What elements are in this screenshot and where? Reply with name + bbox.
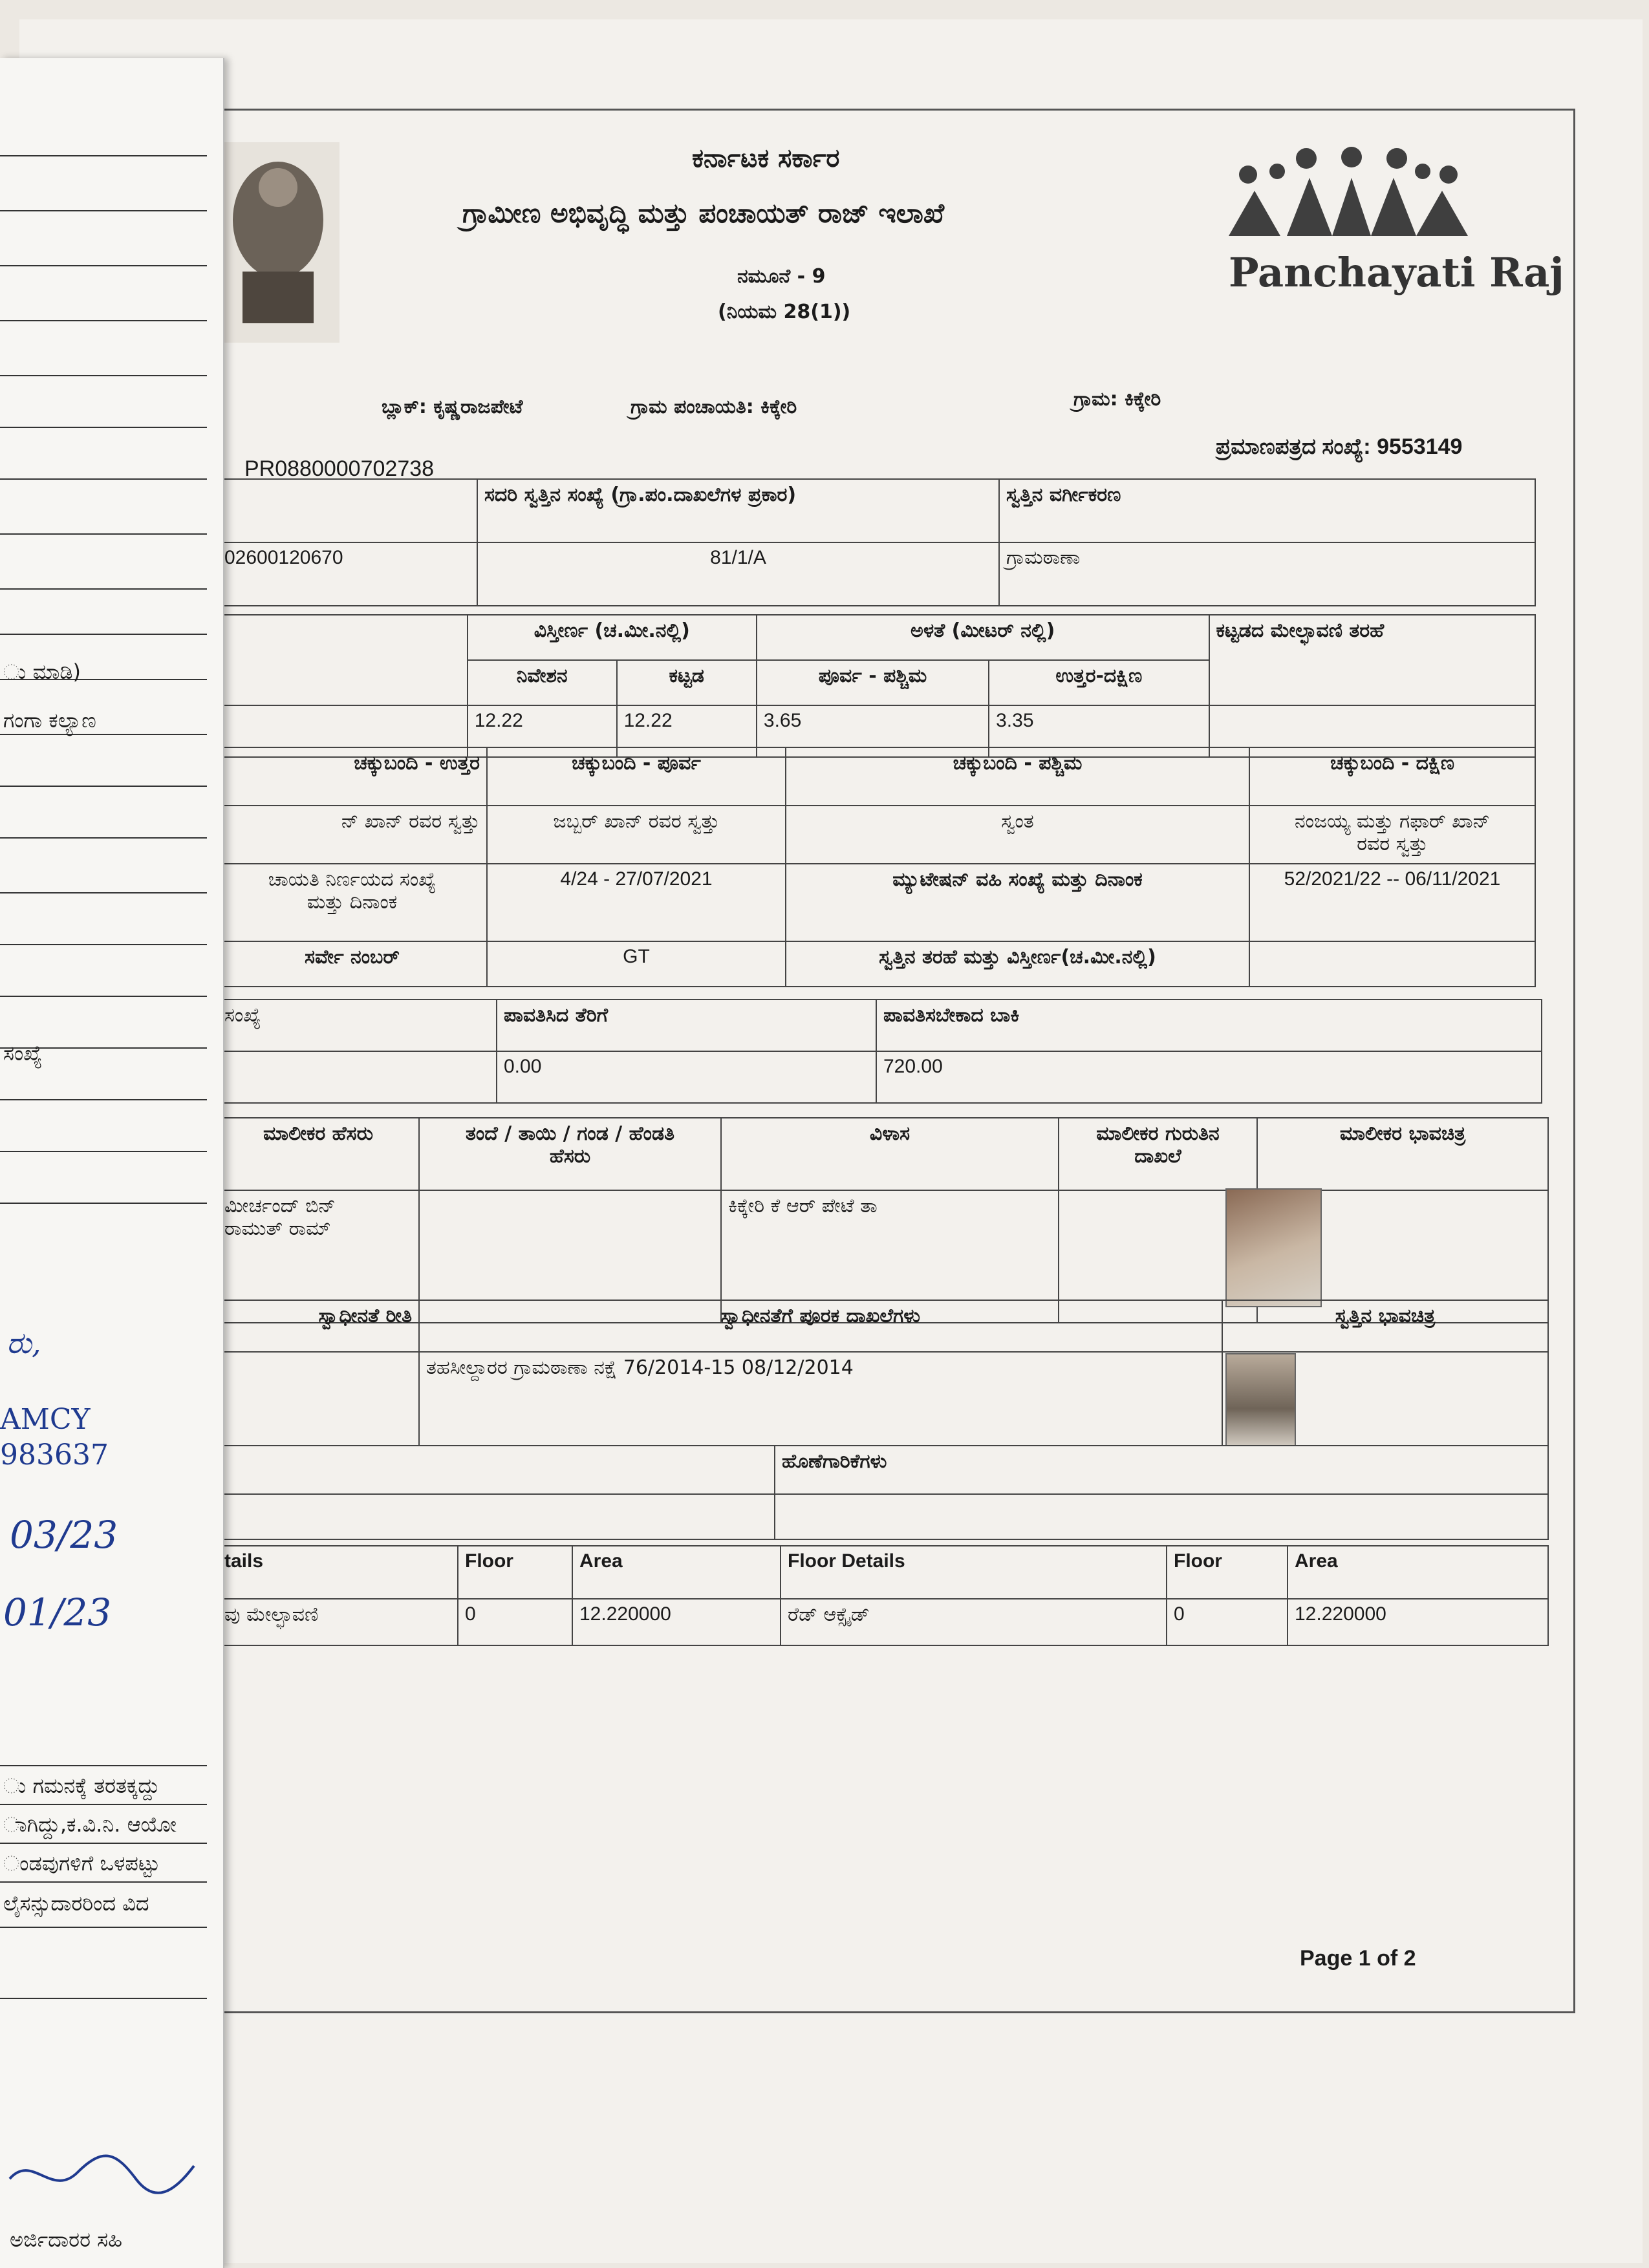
mutation-value: 52/2021/22 -- 06/11/2021: [1249, 864, 1535, 941]
survey-number-value: GT: [487, 941, 786, 987]
property-number-table: [217, 478, 1536, 606]
stub-rule: [0, 1881, 207, 1883]
roof-type-label: ಕಟ್ಟಡದ ಮೇಲ್ಛಾವಣಿ ತರಹೆ: [1209, 615, 1535, 705]
stub-rule: [0, 320, 207, 321]
ownership-mode-label: ಸ್ವಾಧೀನತೆ ರೀತಿ: [217, 1300, 419, 1352]
floor-value-2: 0: [1167, 1599, 1288, 1645]
tax-due-value: 720.00: [876, 1051, 1542, 1103]
floor-details-value-2: ರೆಡ್ ಆಕ್ಸೈಡ್: [781, 1599, 1167, 1645]
property-number-label: ಸದರಿ ಸ್ವತ್ತಿನ ಸಂಖ್ಯೆ (ಗ್ರಾ.ಪಂ.ದಾಖಲೆಗಳ ಪ್ರಕಾರ): [477, 479, 999, 542]
property-photo: [1225, 1353, 1296, 1446]
floor-value-1: 0: [458, 1599, 572, 1645]
site-label: ನಿವೇಶನ: [468, 660, 617, 705]
overlapping-stub-page: [0, 58, 224, 2268]
stub-rule: [0, 1843, 207, 1844]
form-number: ನಮೂನೆ - 9: [737, 265, 826, 288]
property-type-label: ಸ್ವತ್ತಿನ ತರಹೆ ಮತ್ತು ವಿಸ್ತೀರ್ಣ(ಚ.ಮೀ.ನಲ್ಲಿ): [786, 941, 1249, 987]
owner-address-value: ಕಿಕ್ಕೇರಿ ಕೆ ಆರ್ ಪೇಟೆ ತಾ: [721, 1190, 1059, 1323]
stub-rule: [0, 1151, 207, 1152]
ownership-mode-value: [217, 1352, 419, 1446]
west-boundary-value: ಸ್ವಂತ: [786, 806, 1249, 864]
applicant-signature-icon: [6, 2140, 200, 2205]
left-reference-value: 02600120670: [217, 542, 477, 606]
stub-handwriting: ರು,: [6, 1325, 41, 1360]
stub-stamp-number: 983637: [0, 1439, 109, 1471]
tax-table: [217, 999, 1542, 1104]
north-boundary-value: ನ್ ಖಾನ್ ರವರ ಸ್ವತ್ತು: [217, 806, 487, 864]
survey-number-label: ಸರ್ವೇ ನಂಬರ್: [217, 941, 487, 987]
floor-details-header-2: Floor Details: [781, 1546, 1167, 1599]
blank-cell: [217, 615, 468, 705]
govt-title: ಕರ್ನಾಟಕ ಸರ್ಕಾರ: [692, 144, 840, 173]
area-label: ವಿಸ್ತೀರ್ಣ (ಚ.ಮೀ.ನಲ್ಲಿ): [468, 615, 757, 660]
property-photo-label: ಸ್ವತ್ತಿನ ಭಾವಚಿತ್ರ: [1222, 1300, 1548, 1352]
property-class-value: ಗ್ರಾಮಠಾಣಾ: [999, 542, 1535, 606]
floor-details-table: [217, 1545, 1549, 1646]
floor-header: Floor: [458, 1546, 572, 1599]
blank-cell: [217, 479, 477, 542]
owner-name-line2: ರಾಮುತ್ ರಾಮ್: [224, 1217, 331, 1240]
stub-handwritten-date: 01/23: [3, 1590, 112, 1634]
dimension-label: ಅಳತೆ (ಮೀಟರ್ ನಲ್ಲಿ): [757, 615, 1209, 660]
resolution-value: 4/24 - 27/07/2021: [487, 864, 786, 941]
north-south-label: ಉತ್ತರ-ದಕ್ಷಿಣ: [989, 660, 1209, 705]
stub-rule: [0, 210, 207, 211]
owner-photo-label: ಮಾಲೀಕರ ಭಾವಚಿತ್ರ: [1257, 1118, 1548, 1190]
stub-rule: [0, 944, 207, 945]
panchayati-raj-logo-icon: [1222, 139, 1474, 249]
applicant-signature-label: ಅರ್ಜಿದಾರರ ಸಹಿ: [10, 2227, 123, 2252]
area-value-1: 12.220000: [572, 1599, 781, 1645]
tax-left-label: ಸಂಖ್ಯೆ: [217, 1000, 497, 1051]
stub-rule: [0, 1099, 207, 1100]
owner-id-label-line1: ಮಾಲೀಕರ ಗುರುತಿನ: [1096, 1122, 1220, 1145]
blank-cell: [217, 1494, 775, 1539]
liabilities-label: ಹೊಣೆಗಾರಿಕೆಗಳು: [775, 1446, 1548, 1494]
area-header-2: Area: [1288, 1546, 1548, 1599]
stub-text: ಗಂಗಾ ಕಲ್ಯಾಣ: [3, 708, 96, 733]
property-type-value: [1249, 941, 1535, 987]
gram-panchayat-name: ಗ್ರಾಮ ಪಂಚಾಯತಿ: ಕಿಕ್ಕೇರಿ: [630, 396, 797, 418]
mutation-label: ಮ್ಯುಟೇಷನ್ ವಹಿ ಸಂಖ್ಯೆ ಮತ್ತು ದಿನಾಂಕ: [786, 864, 1249, 941]
stub-rule: [0, 1998, 207, 1999]
stub-rule: [0, 533, 207, 535]
parent-label-line1: ತಂದೆ / ತಾಯಿ / ಗಂಡ / ಹೆಂಡತಿ: [466, 1122, 674, 1145]
block-name: ಬ್ಲಾಕ್: ಕೃಷ್ಣರಾಜಪೇಟೆ: [382, 396, 523, 418]
tax-paid-label: ಪಾವತಿಸಿದ ತೆರಿಗೆ: [497, 1000, 876, 1051]
stub-rule: [0, 1804, 207, 1805]
owner-name-line1: ಮೀರ್ಚಂದ್ ಬಿನ್: [224, 1195, 336, 1217]
page-number: Page 1 of 2: [1300, 1946, 1416, 1971]
stub-note: ು ಗಮನಕ್ಕೆ ತರತಕ್ಕದ್ದು: [3, 1773, 160, 1798]
rule-reference: (ನಿಯಮ 28(1)): [718, 301, 851, 323]
stub-rule: [0, 1203, 207, 1204]
floor-details-header: tails: [217, 1546, 458, 1599]
liabilities-value: [775, 1494, 1548, 1539]
stub-rule: [0, 996, 207, 997]
stub-rule: [0, 265, 207, 266]
karnataka-emblem-icon: [217, 142, 339, 343]
floor-header-2: Floor: [1167, 1546, 1288, 1599]
west-boundary-label: ಚಕ್ಕುಬಂದಿ - ಪಶ್ಚಿಮ: [786, 747, 1249, 806]
panchayati-raj-logo-text: Panchayati Raj: [1229, 249, 1564, 296]
stub-note: ಾಗಿದ್ದು,ಕ.ವಿ.ನಿ. ಆಯೋ: [3, 1812, 177, 1837]
area-dimension-table: [217, 614, 1536, 758]
stub-note: ಂಡವುಗಳಿಗೆ ಒಳಪಟ್ಟು: [3, 1851, 160, 1876]
property-number-value: 81/1/A: [477, 542, 999, 606]
owner-photo: [1225, 1188, 1322, 1307]
stub-text: ಸಂಖ್ಯೆ: [3, 1041, 43, 1065]
stub-rule: [0, 427, 207, 428]
stub-stamp-text: AMCY: [0, 1403, 91, 1436]
area-header: Area: [572, 1546, 781, 1599]
stub-rule: [0, 588, 207, 590]
east-west-value: 3.65: [757, 705, 989, 757]
owner-id-label-line2: ದಾಖಲೆ: [1134, 1145, 1181, 1168]
ownership-docs-value: ತಹಸೀಲ್ದಾರರ ಗ್ರಾಮಠಾಣಾ ನಕ್ಷೆ 76/2014-15 08/12/2014: [419, 1352, 1222, 1446]
property-id: PR0880000702738: [244, 456, 435, 481]
resolution-label-line1: ಚಾಯತಿ ನಿರ್ಣಯದ ಸಂಖ್ಯೆ: [268, 868, 436, 891]
stub-rule: [0, 1927, 207, 1928]
stub-rule: [0, 478, 207, 480]
stub-rule: [0, 1765, 207, 1766]
stub-rule: [0, 892, 207, 893]
stub-text: ು ಮಾಡಿ): [3, 659, 81, 684]
north-boundary-label: ಚಕ್ಕುಬಂದಿ - ಉತ್ತರ: [217, 747, 487, 806]
boundaries-table: [217, 747, 1536, 987]
floor-row-left-label: ವು ಮೇಲ್ಛಾವಣಿ: [217, 1599, 458, 1645]
address-label: ವಿಳಾಸ: [721, 1118, 1059, 1190]
resolution-label-line2: ಮತ್ತು ದಿನಾಂಕ: [307, 891, 398, 914]
blank-cell: [217, 1446, 775, 1494]
stub-rule: [0, 786, 207, 787]
liabilities-table: [217, 1445, 1549, 1540]
tax-paid-value: 0.00: [497, 1051, 876, 1103]
east-boundary-label: ಚಕ್ಕುಬಂದಿ - ಪೂರ್ವ: [487, 747, 786, 806]
ownership-table: [217, 1300, 1549, 1446]
stub-rule: [0, 734, 207, 735]
east-boundary-value: ಜಬ್ಬರ್ ಖಾನ್ ರವರ ಸ್ವತ್ತು: [487, 806, 786, 864]
village-name: ಗ್ರಾಮ: ಕಿಕ್ಕೇರಿ: [1073, 388, 1161, 411]
building-label: ಕಟ್ಟಡ: [617, 660, 757, 705]
east-west-label: ಪೂರ್ವ - ಪಶ್ಚಿಮ: [757, 660, 989, 705]
area-value-2: 12.220000: [1288, 1599, 1548, 1645]
owner-name-label: ಮಾಲೀಕರ ಹೆಸರು: [217, 1118, 419, 1190]
south-boundary-label: ಚಕ್ಕುಬಂದಿ - ದಕ್ಷಿಣ: [1249, 747, 1535, 806]
south-boundary-value-line2: ರವರ ಸ್ವತ್ತು: [1357, 833, 1428, 855]
ownership-docs-label: ಸ್ವಾಧೀನತೆಗೆ ಪೂರಕ ದಾಖಲೆಗಳು: [419, 1300, 1222, 1352]
site-area-value: 12.22: [468, 705, 617, 757]
stub-rule: [0, 837, 207, 839]
property-class-label: ಸ್ವತ್ತಿನ ವರ್ಗೀಕರಣ: [999, 479, 1535, 542]
tax-due-label: ಪಾವತಿಸಬೇಕಾದ ಬಾಕಿ: [876, 1000, 1542, 1051]
south-boundary-value-line1: ನಂಜಯ್ಯ ಮತ್ತು ಗಫಾರ್ ಖಾನ್: [1295, 810, 1490, 833]
stub-rule: [0, 155, 207, 156]
stub-note: ಲೈಸನ್ಸುದಾರರಿಂದ ವಿದ: [3, 1891, 149, 1916]
north-south-value: 3.35: [989, 705, 1209, 757]
stub-rule: [0, 634, 207, 635]
owner-table: [217, 1117, 1549, 1323]
stub-handwritten-date: 03/23: [10, 1513, 118, 1557]
blank-cell: [217, 1051, 497, 1103]
building-area-value: 12.22: [617, 705, 757, 757]
parent-label-line2: ಹೆಸರು: [549, 1145, 591, 1168]
department-title: ಗ್ರಾಮೀಣ ಅಭಿವೃದ್ಧಿ ಮತ್ತು ಪಂಚಾಯತ್ ರಾಜ್ ಇಲಾಖೆ: [462, 197, 945, 229]
stub-rule: [0, 375, 207, 376]
certificate-number: ಪ್ರಮಾಣಪತ್ರದ ಸಂಖ್ಯೆ: 9553149: [1216, 434, 1463, 459]
